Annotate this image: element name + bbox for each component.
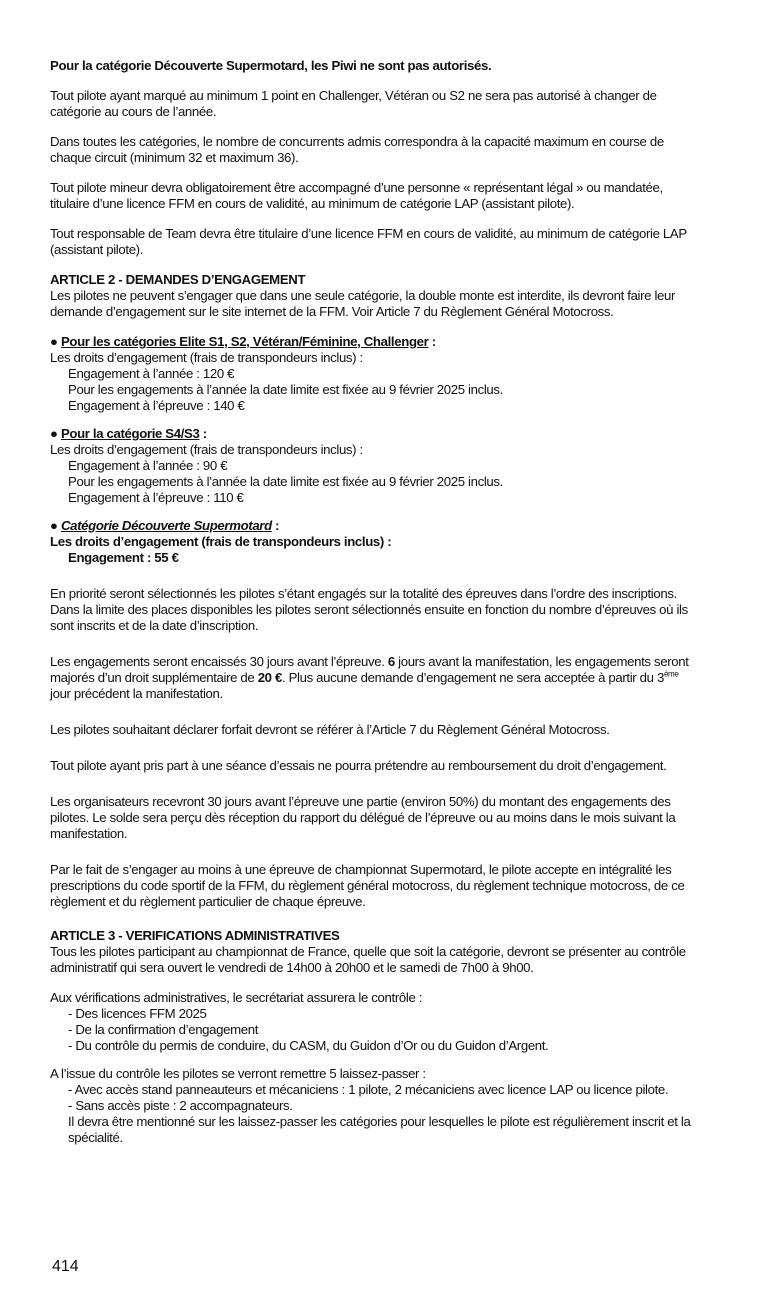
decouverte-section xyxy=(50,518,700,566)
elite-heading: ● Pour les catégories Elite S1, S2, Vétéran/Féminine, Challenger : xyxy=(50,334,436,349)
s4s3-section xyxy=(50,426,700,506)
verif-item: - Du contrôle du permis de conduire, du CASM, du Guidon d’Or ou du Guidon d’Argent. xyxy=(68,1038,549,1053)
laissez-intro: A l’issue du contrôle les pilotes se verront remettre 5 laissez-passer : xyxy=(50,1066,426,1081)
laissez-item: - Avec accès stand panneauteurs et mécaniciens : 1 pilote, 2 mécaniciens avec licence LAP ou licence pilote. xyxy=(68,1082,669,1097)
intro-responsable-team: Tout responsable de Team devra être titulaire d’une licence FFM en cours de validité, au minimum de catégorie LAP (assistant pilote). xyxy=(50,226,687,257)
s4s3-intro: Les droits d’engagement (frais de transpondeurs inclus) : xyxy=(50,442,363,457)
elite-intro: Les droits d’engagement (frais de transpondeurs inclus) : xyxy=(50,350,363,365)
article-3-title: ARTICLE 3 - VERIFICATIONS ADMINISTRATIVES xyxy=(50,928,340,943)
elite-section xyxy=(50,334,700,414)
s4s3-epreuve: Engagement à l’épreuve : 110 € xyxy=(68,490,244,505)
decouverte-engagement: Engagement : 55 € xyxy=(68,550,179,565)
laissez-mention: Il devra être mentionné sur les laissez-passer les catégories pour lesquelles le pilote est régulièrement inscrit et la spécialité. xyxy=(68,1114,691,1145)
s4s3-annee: Engagement à l’année : 90 € xyxy=(68,458,228,473)
intro-pilote-mineur: Tout pilote mineur devra obligatoirement être accompagné d’une personne « représentant légal » ou mandatée, titulaire d’une licence FFM en cours de validité, au minimum de catégorie LAP (assistant pilote). xyxy=(50,180,663,211)
intro-piwi: Pour la catégorie Découverte Supermotard, les Piwi ne sont pas autorisés. xyxy=(50,58,492,73)
elite-epreuve: Engagement à l’épreuve : 140 € xyxy=(68,398,245,413)
s4s3-label: Pour la catégorie S4/S3 xyxy=(60,426,200,441)
verif-intro: Aux vérifications administratives, le secrétariat assurera le contrôle : xyxy=(50,990,423,1005)
organisateurs-paragraph: Les organisateurs recevront 30 jours avant l’épreuve une partie (environ 50%) du montant des engagements des pilotes. Le solde sera perçu dès réception du rapport du délégué de l’épreuve ou au moins dans le mois suivant la manifestation. xyxy=(50,794,676,841)
decouverte-heading: ● Catégorie Découverte Supermotard : xyxy=(50,518,280,533)
article-3-text: Tous les pilotes participant au championnat de France, quelle que soit la catégorie, devront se présenter au contrôle administratif qui sera ouvert le vendredi de 14h00 à 20h00 et le samedi de 7h00 à 9h00. xyxy=(50,944,686,975)
page-number: 414 xyxy=(52,1258,79,1275)
decouverte-intro: Les droits d’engagement (frais de transpondeurs inclus) : xyxy=(50,534,392,549)
intro-categorie-change: Tout pilote ayant marqué au minimum 1 point en Challenger, Vétéran ou S2 ne sera pas autorisé à changer de catégorie au cours de l’année. xyxy=(50,88,657,119)
s4s3-date-limite: Pour les engagements à l’année la date limite est fixée au 9 février 2025 inclus. xyxy=(68,474,503,489)
forfait-paragraph: Les pilotes souhaitant déclarer forfait devront se référer à l’Article 7 du Règlement Général Motocross. xyxy=(50,722,610,737)
verif-section xyxy=(50,990,700,1054)
article-2-title: ARTICLE 2 - DEMANDES D’ENGAGEMENT xyxy=(50,272,306,287)
article-2-text: Les pilotes ne peuvent s’engager que dans une seule catégorie, la double monte est interdite, ils devront faire leur demande d’engagement sur le site internet de la FFM. Voir Article 7 du Règlement Général Motocross. xyxy=(50,288,676,319)
essais-paragraph: Tout pilote ayant pris part à une séance d’essais ne pourra prétendre au remboursement du droit d’engagement. xyxy=(50,758,667,773)
verif-item: - De la confirmation d’engagement xyxy=(68,1022,259,1037)
elite-label: Pour les catégories Elite S1, S2, Vétéran/Féminine, Challenger xyxy=(60,334,429,349)
elite-date-limite: Pour les engagements à l’année la date limite est fixée au 9 février 2025 inclus. xyxy=(68,382,503,397)
laissez-item: - Sans accès piste : 2 accompagnateurs. xyxy=(68,1098,293,1113)
elite-annee: Engagement à l’année : 120 € xyxy=(68,366,235,381)
decouverte-label: Catégorie Découverte Supermotard xyxy=(60,518,272,533)
document-page xyxy=(50,58,700,1146)
laissez-section xyxy=(50,1066,700,1146)
intro-concurrents: Dans toutes les catégories, le nombre de concurrents admis correspondra à la capacité maximum en course de chaque circuit (minimum 32 et maximum 36). xyxy=(50,134,664,165)
s4s3-heading: ● Pour la catégorie S4/S3 : xyxy=(50,426,207,441)
verif-item: - Des licences FFM 2025 xyxy=(68,1006,207,1021)
engager-paragraph: Par le fait de s’engager au moins à une épreuve de championnat Supermotard, le pilote accepte en intégralité les prescriptions du code sportif de la FFM, du règlement général motocross, du règlement technique motocross, de ce règlement et du règlement particulier de chaque épreuve. xyxy=(50,862,685,909)
encaisse-paragraph: Les engagements seront encaissés 30 jours avant l’épreuve. 6 jours avant la manifestation, les engagements seront majorés d’un droit supplémentaire de 20 €. Plus aucune demande d’engagement ne sera acceptée à partir du 3ème jour précédent la manifestation. xyxy=(50,654,689,701)
priority-paragraph: En priorité seront sélectionnés les pilotes s’étant engagés sur la totalité des épreuves dans l’ordre des inscriptions. Dans la limite des places disponibles les pilotes seront sélectionnés ensuite en fonction du nombre d’épreuves où ils sont inscrits et de la date d’inscription. xyxy=(50,586,688,633)
